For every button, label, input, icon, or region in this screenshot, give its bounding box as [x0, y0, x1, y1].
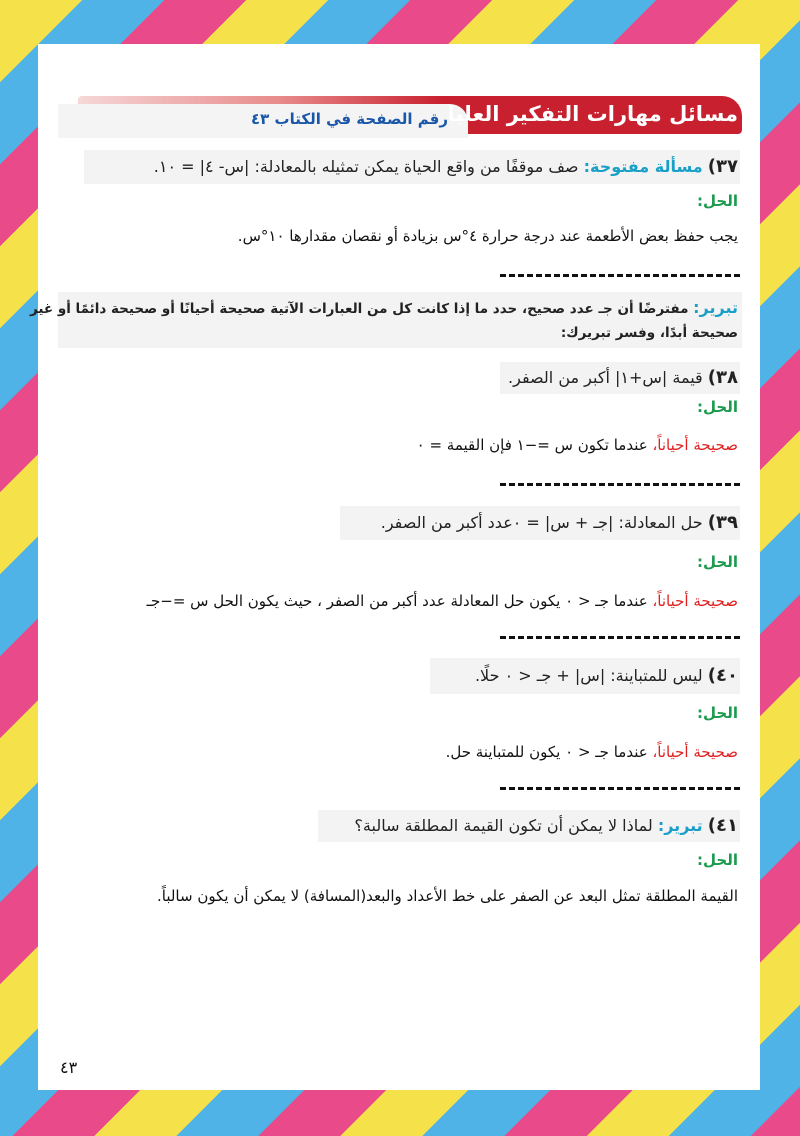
divider	[500, 787, 740, 790]
answer-38-verdict: صحيحة أحياناً،	[652, 436, 738, 454]
reasoning-label: تبرير:	[693, 298, 738, 317]
page-number: ٤٣	[60, 1058, 78, 1077]
divider	[500, 483, 740, 486]
question-37	[154, 156, 738, 177]
question-41-label: تبرير:	[657, 816, 703, 835]
question-40	[475, 665, 738, 686]
question-37-number: ٣٧)	[707, 156, 738, 177]
question-41-text: لماذا لا يمكن أن تكون القيمة المطلقة سالبة؟	[354, 816, 653, 835]
question-41-number: ٤١)	[707, 815, 738, 836]
solution-label-39: الحل:	[697, 553, 738, 571]
question-39-number: ٣٩)	[707, 512, 738, 533]
solution-label-40: الحل:	[697, 704, 738, 722]
answer-39-verdict: صحيحة أحياناً،	[652, 592, 738, 610]
reasoning-intro-text1: مفترضًا أن جـ عدد صحيح، حدد ما إذا كانت كل من العبارات الآتية صحيحة أحيانًا أو صحيحة دائمًا أو غير	[30, 301, 689, 317]
answer-37: يجب حفظ بعض الأطعمة عند درجة حرارة ٤°س بزيادة أو نقصان مقدارها ١٠°س.	[237, 227, 738, 245]
answer-39	[147, 592, 738, 610]
question-38-text: قيمة |س+١| أكبر من الصفر.	[508, 368, 703, 387]
answer-41: القيمة المطلقة تمثل البعد عن الصفر على خط الأعداد والبعد(المسافة) لا يمكن أن يكون سالباً.	[156, 887, 738, 905]
answer-38-text: عندما تكون س =−١ فإن القيمة = ٠	[416, 436, 653, 454]
question-41	[354, 815, 738, 836]
answer-40	[446, 743, 738, 761]
question-40-number: ٤٠)	[707, 665, 738, 686]
reasoning-intro-line2: صحيحة أبدًا، وفسر تبريرك:	[560, 325, 738, 341]
answer-39-text: عندما جـ < ٠ يكون حل المعادلة عدد أكبر من الصفر ، حيث يكون الحل س =−جـ	[146, 592, 653, 610]
question-37-label: مسألة مفتوحة:	[583, 157, 703, 176]
question-37-text: صف موقفًا من واقع الحياة يمكن تمثيله بالمعادلة: |س- ٤| = ١٠.	[153, 157, 579, 176]
divider	[500, 274, 740, 277]
header-page-reference: رقم الصفحة في الكتاب ٤٣	[250, 110, 448, 128]
question-38	[508, 367, 738, 388]
divider	[500, 636, 740, 639]
question-39	[381, 512, 738, 533]
solution-label-38: الحل:	[697, 398, 738, 416]
answer-40-verdict: صحيحة أحياناً،	[652, 743, 738, 761]
header-title: مسائل مهارات التفكير العليا	[447, 102, 738, 126]
question-40-text: ليس للمتباينة: |س| + جـ < ٠ حلًا.	[474, 666, 703, 685]
question-39-text: حل المعادلة: |جـ + س| = ٠عدد أكبر من الصفر.	[380, 513, 703, 532]
answer-38	[417, 436, 738, 454]
question-38-number: ٣٨)	[707, 367, 738, 388]
reasoning-intro-line1	[30, 298, 738, 317]
page-sheet	[38, 44, 760, 1090]
answer-40-text: عندما جـ < ٠ يكون للمتباينة حل.	[445, 743, 653, 761]
solution-label-37: الحل:	[697, 192, 738, 210]
solution-label-41: الحل:	[697, 851, 738, 869]
